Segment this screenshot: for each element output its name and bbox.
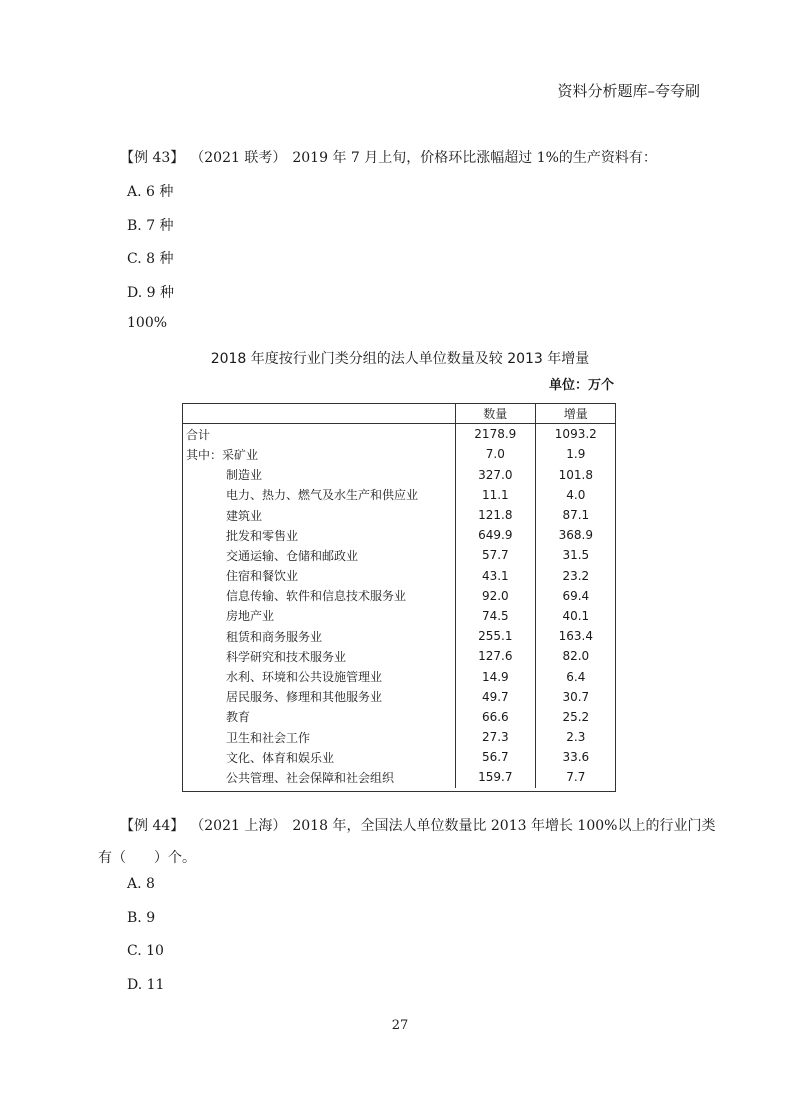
row-increase: 368.9: [558, 528, 593, 543]
row-label: 教育: [182, 707, 455, 727]
table-row: [182, 727, 616, 747]
row-increase: 30.7: [562, 689, 590, 704]
option-b: B. 9: [127, 910, 156, 926]
table-header-row: [182, 403, 616, 424]
row-label: 信息传输、软件和信息技术服务业: [182, 586, 455, 606]
row-label: 居民服务、修理和其他服务业: [182, 687, 455, 707]
row-count: 92.0: [455, 586, 535, 606]
row-label: 公共管理、社会保障和社会组织: [182, 767, 455, 787]
column-header-increase: 增量: [535, 403, 616, 424]
row-label: 水利、环境和公共设施管理业: [182, 666, 455, 686]
option-b: B. 7 种: [127, 218, 174, 234]
row-increase: 69.4: [562, 588, 590, 603]
table-row: [182, 747, 616, 767]
row-count: 7.0: [455, 444, 535, 464]
row-count: 127.6: [455, 646, 535, 666]
row-count: 121.8: [455, 505, 535, 525]
table-row: [182, 646, 616, 666]
row-increase: 1.9: [566, 447, 586, 462]
row-count: 56.7: [455, 747, 535, 767]
table-row: [182, 485, 616, 505]
row-label: 房地产业: [182, 606, 455, 626]
row-count: 74.5: [455, 606, 535, 626]
row-label: 文化、体育和娱乐业: [182, 747, 455, 767]
question-text: 2018 年，全国法人单位数量比 2013 年增长 100%以上的行业门类: [292, 818, 716, 834]
table-row: [182, 606, 616, 626]
row-count: 57.7: [455, 545, 535, 565]
row-increase: 40.1: [562, 608, 590, 623]
table-row: [182, 525, 616, 545]
row-count: 649.9: [455, 525, 535, 545]
question-tag: 【例 43】: [120, 150, 185, 166]
row-increase: 163.4: [558, 629, 593, 644]
row-increase: 31.5: [562, 548, 590, 563]
data-table: [182, 403, 616, 788]
row-count: 255.1: [455, 626, 535, 646]
row-increase: 87.1: [562, 508, 590, 523]
row-increase: 82.0: [562, 649, 590, 664]
row-increase: 101.8: [558, 467, 593, 482]
option-d: D. 11: [127, 977, 165, 993]
row-increase: 2.3: [566, 730, 586, 745]
page-header-title: 资料分析题库–夸夸刷: [557, 82, 700, 100]
table-row: [182, 424, 616, 445]
row-count: 2178.9: [455, 424, 535, 445]
question-43: [120, 148, 657, 168]
option-a: A. 8: [127, 876, 155, 892]
row-label: 科学研究和技术服务业: [182, 646, 455, 666]
table-row: [182, 545, 616, 565]
page-number: 27: [391, 1018, 409, 1033]
row-increase: 1093.2: [554, 427, 597, 442]
table-row: [182, 666, 616, 686]
table-row: [182, 505, 616, 525]
table-row: [182, 586, 616, 606]
row-increase: 4.0: [566, 487, 586, 502]
row-increase: 23.2: [562, 568, 590, 583]
option-c: C. 10: [127, 943, 164, 959]
row-count: 43.1: [455, 566, 535, 586]
table-body: [182, 424, 616, 788]
option-d: D. 9 种: [127, 285, 174, 301]
row-label: 批发和零售业: [182, 525, 455, 545]
row-label: 合计: [182, 424, 455, 445]
table-title: 2018 年度按行业门类分组的法人单位数量及较 2013 年增量: [210, 351, 590, 367]
row-increase: 6.4: [566, 669, 586, 684]
question-text-continued: 有（ ）个。: [98, 850, 196, 866]
table-unit: 单位：万个: [548, 378, 614, 393]
column-header-category: [182, 403, 455, 424]
question-source: （2021 联考）: [190, 150, 287, 166]
option-c: C. 8 种: [127, 251, 174, 267]
answer-rate: 100%: [127, 315, 168, 331]
row-count: 49.7: [455, 687, 535, 707]
row-count: 11.1: [455, 485, 535, 505]
row-label: 住宿和餐饮业: [182, 566, 455, 586]
row-count: 27.3: [455, 727, 535, 747]
row-label: 交通运输、仓储和邮政业: [182, 545, 455, 565]
row-label: 建筑业: [182, 505, 455, 525]
table-row: [182, 707, 616, 727]
row-increase: 33.6: [562, 750, 590, 765]
question-44: [98, 810, 716, 874]
question-text: 2019 年 7 月上旬，价格环比涨幅超过 1%的生产资料有：: [292, 150, 657, 166]
row-increase: 7.7: [566, 770, 586, 785]
row-count: 66.6: [455, 707, 535, 727]
row-label: 制造业: [182, 465, 455, 485]
table-row: [182, 767, 616, 787]
table-row: [182, 444, 616, 464]
row-label: 卫生和社会工作: [182, 727, 455, 747]
table-row: [182, 465, 616, 485]
table-row: [182, 626, 616, 646]
table-row: [182, 566, 616, 586]
row-label: 电力、热力、燃气及水生产和供应业: [182, 485, 455, 505]
row-count: 327.0: [455, 465, 535, 485]
table-row: [182, 687, 616, 707]
row-increase: 25.2: [562, 709, 590, 724]
row-count: 14.9: [455, 666, 535, 686]
column-header-count: 数量: [455, 403, 535, 424]
question-source: （2021 上海）: [190, 818, 287, 834]
row-label: 租赁和商务服务业: [182, 626, 455, 646]
question-tag: 【例 44】: [120, 818, 185, 834]
row-count: 159.7: [455, 767, 535, 787]
option-a: A. 6 种: [127, 184, 174, 200]
row-label: 其中：采矿业: [182, 444, 455, 464]
